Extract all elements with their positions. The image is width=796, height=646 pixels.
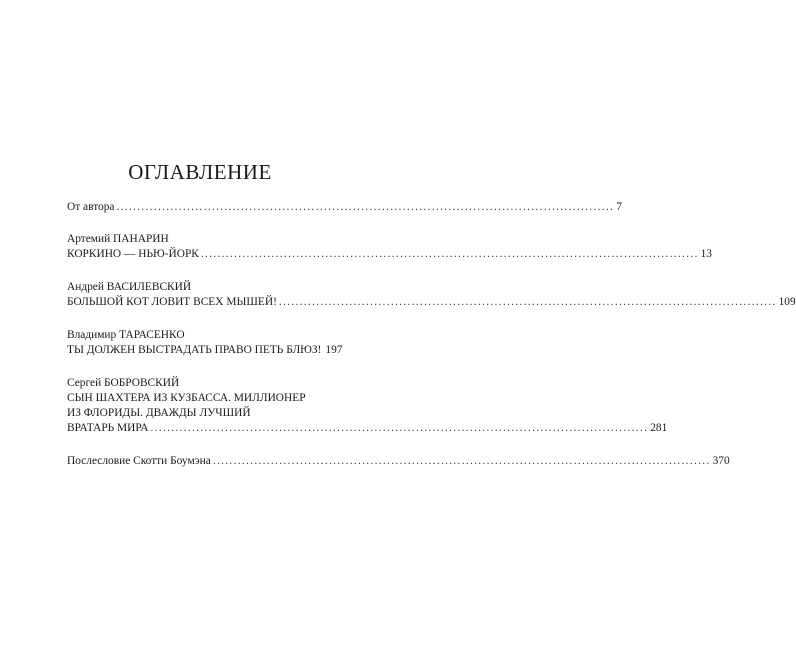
toc-entry-title-line: ИЗ ФЛОРИДЫ. ДВАЖДЫ ЛУЧШИЙ (67, 407, 251, 419)
toc-entry-bobrovskiy[interactable] (67, 376, 668, 436)
toc-entry-title: Послесловие Скотти Боумэна (67, 455, 211, 467)
toc-entry-afterword[interactable] (67, 454, 730, 469)
toc-entry-vasilevskiy[interactable] (67, 280, 796, 310)
toc-entry-title: КОРКИНО — НЬЮ-ЙОРК (67, 248, 199, 260)
leader-dots: ........................................................................................................................ (150, 422, 649, 434)
toc-entry-row (67, 200, 622, 215)
toc-page-number: 370 (712, 455, 730, 467)
toc-entry-author: Артемий ПАНАРИН (67, 233, 169, 245)
toc-page-number: 281 (650, 422, 668, 434)
toc-entry-author: Владимир ТАРАСЕНКО (67, 329, 185, 341)
toc-title: ОГЛАВЛЕНИЕ (128, 160, 272, 184)
toc-entry-title: ВРАТАРЬ МИРА (67, 422, 149, 434)
toc-entry-title: От автора (67, 201, 115, 213)
toc-entry-title-line: СЫН ШАХТЕРА ИЗ КУЗБАССА. МИЛЛИОНЕР (67, 392, 306, 404)
toc-entry-author: Сергей БОБРОВСКИЙ (67, 377, 180, 389)
toc-entry-foreword[interactable] (67, 200, 622, 215)
toc-entry-row (67, 343, 341, 358)
toc-entry-row (67, 454, 730, 469)
toc-page-number: 109 (778, 296, 796, 308)
toc-entry-row (67, 247, 712, 262)
toc-entry-author: Андрей ВАСИЛЕВСКИЙ (67, 281, 192, 293)
toc-entry-title: БОЛЬШОЙ КОТ ЛОВИТ ВСЕХ МЫШЕЙ! (67, 296, 277, 308)
table-of-contents (67, 200, 796, 487)
toc-entry-tarasenko[interactable] (67, 328, 341, 358)
toc-page-number: 197 (325, 344, 343, 356)
toc-page-number: 13 (700, 248, 712, 260)
toc-entry-title: ТЫ ДОЛЖЕН ВЫСТРАДАТЬ ПРАВО ПЕТЬ БЛЮЗ! (67, 344, 322, 356)
leader-dots: ........................................................................................................................ (278, 296, 777, 308)
toc-page-number: 7 (616, 201, 622, 213)
toc-entry-row (67, 421, 668, 436)
leader-dots: ........................................................................................................................ (212, 455, 711, 467)
leader-dots: ........................................................................................................................ (200, 248, 699, 260)
toc-entry-row (67, 295, 796, 310)
toc-entry-panarin[interactable] (67, 232, 712, 262)
leader-dots: ........................................................................................................................ (116, 201, 615, 213)
